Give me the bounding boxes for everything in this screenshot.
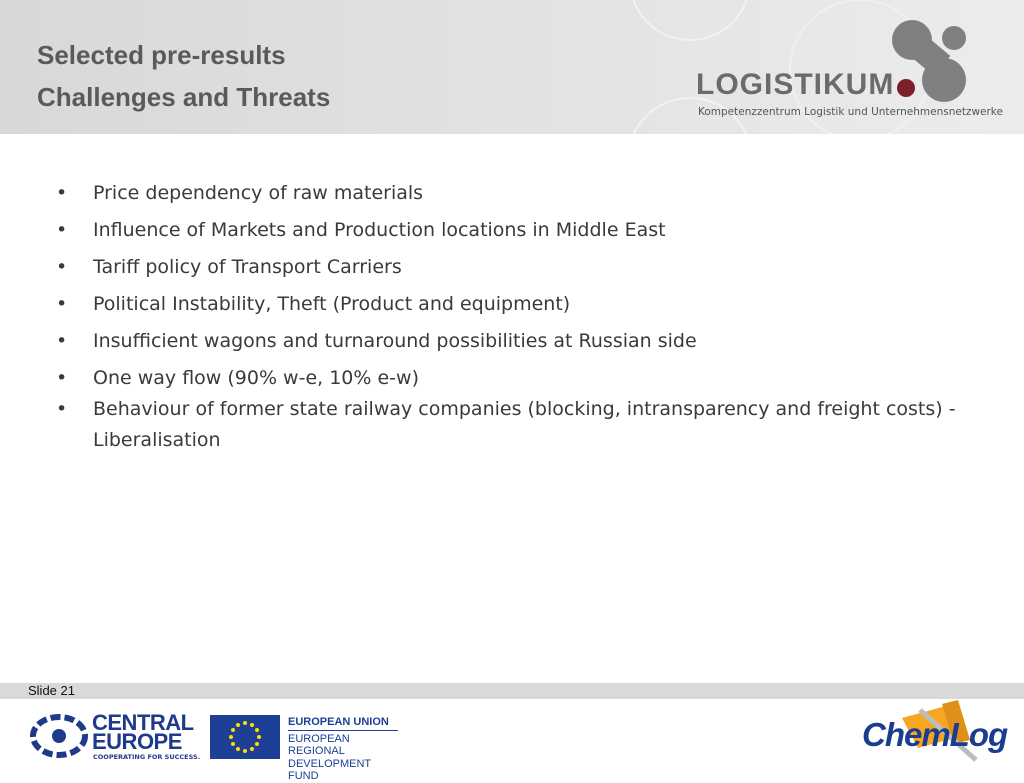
central-europe-line-1: CENTRAL bbox=[92, 710, 194, 735]
bullet-item: • Political Instability, Theft (Product and equipment) bbox=[56, 289, 976, 320]
eu-line-3: DEVELOPMENT FUND bbox=[288, 757, 371, 782]
eu-line-2: EUROPEAN REGIONAL bbox=[288, 732, 350, 757]
central-europe-ring-icon bbox=[30, 714, 88, 758]
bullet-item: • Tariff policy of Transport Carriers bbox=[56, 252, 976, 283]
chemlog-wordmark: ChemLog bbox=[862, 716, 1008, 753]
title-line-2: Challenges and Threats bbox=[37, 82, 331, 112]
central-europe-logo bbox=[30, 712, 200, 760]
logo-subtitle: Kompetenzzentrum Logistik und Unternehmensnetzwerke bbox=[698, 106, 1003, 118]
bullet-item: • One way flow (90% w-e, 10% e-w) bbox=[56, 363, 976, 394]
logo-name: LOGISTIKUM bbox=[696, 68, 895, 101]
chemlog-logo bbox=[858, 700, 1018, 766]
bullet-item: • Insufficient wagons and turnaround possibilities at Russian side bbox=[56, 326, 976, 357]
eu-line-1: EUROPEAN UNION bbox=[288, 716, 398, 731]
bullet-item: • Price dependency of raw materials bbox=[56, 178, 976, 209]
eu-fund-label bbox=[288, 716, 398, 783]
slide-number: Slide 21 bbox=[28, 683, 75, 698]
bullet-item: • Behaviour of former state railway companies (blocking, intransparency and freight costs) - Liberalisation bbox=[56, 394, 976, 456]
footer-band bbox=[0, 683, 1024, 699]
logistikum-logo bbox=[696, 18, 1016, 128]
eu-flag-icon bbox=[210, 715, 280, 759]
slide-header bbox=[0, 0, 1024, 134]
logistikum-mark-icon bbox=[892, 18, 982, 104]
bullet-item: • Influence of Markets and Production locations in Middle East bbox=[56, 215, 976, 246]
slide-title bbox=[37, 34, 330, 118]
central-europe-tagline: COOPERATING FOR SUCCESS. bbox=[93, 753, 201, 761]
title-line-1: Selected pre-results bbox=[37, 40, 286, 70]
central-europe-line-2: EUROPE bbox=[92, 729, 182, 754]
bullet-list bbox=[56, 178, 976, 462]
